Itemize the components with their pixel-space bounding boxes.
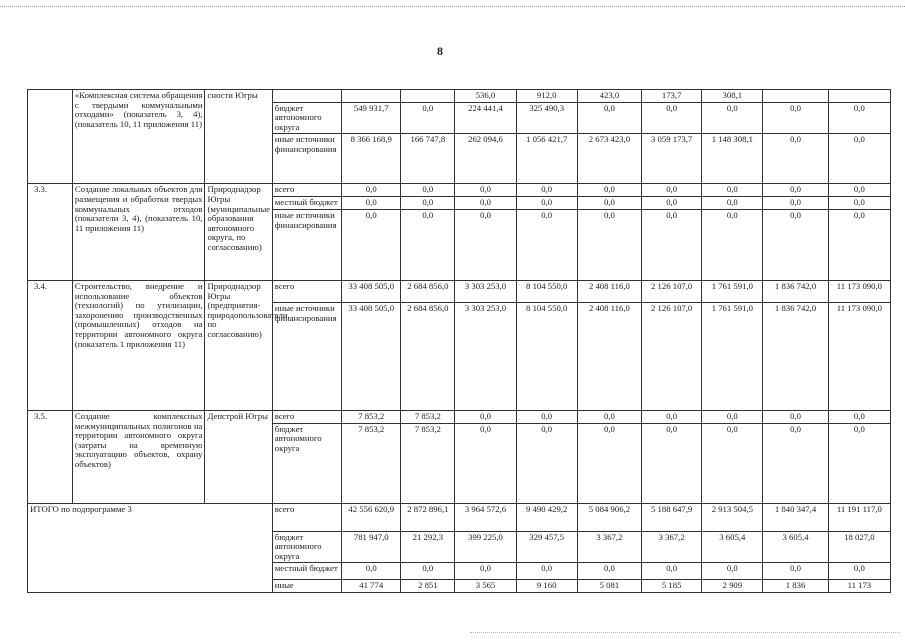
value-cell: 0,0 [342,563,401,580]
value-cell: 549 931,7 [342,102,401,134]
value-cell: 1 761 591,0 [702,302,763,410]
funding-source: иные источники финансирования [272,302,341,410]
value-cell: 2 408 116,0 [577,302,641,410]
value-cell [763,90,828,103]
value-cell: 1 836 742,0 [763,302,828,410]
value-cell: 2 673 423,0 [577,134,641,184]
value-cell: 33 408 505,0 [342,302,401,410]
row-number: 3.3. [28,184,73,281]
value-cell: 0,0 [342,209,401,280]
subprogram-funding-table [27,89,891,593]
value-cell: 1 836 [763,580,828,593]
value-cell: 781 947,0 [342,531,401,563]
funding-source: иные источники финансирования [272,134,341,184]
value-cell: 0,0 [516,563,577,580]
value-cell: 33 408 505,0 [342,280,401,302]
value-cell: 1 761 591,0 [702,280,763,302]
value-cell: 8 104 550,0 [516,302,577,410]
value-cell: 5 188 647,9 [642,503,702,531]
value-cell: 1 056 421,7 [516,134,577,184]
value-cell: 0,0 [401,563,455,580]
row-number: 3.4. [28,280,73,410]
funding-source: всего [272,280,341,302]
value-cell: 0,0 [577,196,641,209]
page-number: 8 [437,44,443,58]
value-cell: 3 605,4 [702,531,763,563]
value-cell: 0,0 [342,196,401,209]
value-cell: 3 303 253,0 [455,302,516,410]
value-cell: 0,0 [577,423,641,503]
row-number: 3.5. [28,410,73,503]
value-cell: 0,0 [828,102,890,134]
value-cell: 0,0 [342,184,401,197]
value-cell: 0,0 [828,196,890,209]
funding-source: бюджет автономного округа [272,423,341,503]
funding-source: бюджет автономного округа [272,102,341,134]
value-cell: 0,0 [828,423,890,503]
funding-source: бюджет автономного округа [272,531,341,563]
value-cell: 0,0 [642,102,702,134]
value-cell: 0,0 [516,423,577,503]
value-cell: 0,0 [763,410,828,423]
value-cell: 2 684 856,0 [401,280,455,302]
value-cell: 325 490,3 [516,102,577,134]
value-cell: 0,0 [763,184,828,197]
value-cell: 0,0 [828,563,890,580]
value-cell: 0,0 [828,134,890,184]
value-cell: 3 964 572,6 [455,503,516,531]
value-cell: 262 094,6 [455,134,516,184]
value-cell: 42 556 620,9 [342,503,401,531]
value-cell: 166 747,8 [401,134,455,184]
value-cell: 0,0 [577,410,641,423]
value-cell: 0,0 [401,196,455,209]
value-cell: 2 126 107,0 [642,280,702,302]
value-cell: 1 836 742,0 [763,280,828,302]
value-cell: 7 853,2 [342,410,401,423]
value-cell: 308,1 [702,90,763,103]
value-cell: 0,0 [516,410,577,423]
value-cell: 3 605,4 [763,531,828,563]
value-cell: 0,0 [455,209,516,280]
value-cell: 11 173 090,0 [828,302,890,410]
value-cell: 0,0 [455,423,516,503]
value-cell [342,90,401,103]
value-cell: 3 367,2 [577,531,641,563]
executor: Природнадзор Югры (муниципальные образования автономного округа, по согласованию) [205,184,272,281]
row-number [28,90,73,184]
value-cell: 0,0 [455,184,516,197]
value-cell: 224 441,4 [455,102,516,134]
value-cell: 0,0 [577,102,641,134]
value-cell: 0,0 [642,196,702,209]
executor: сности Югры [205,90,272,184]
measure-name: Строительство, внедрение и использование объектов (технологий) по утилизации, захоронению производственных (промышленных) отходов на территории автономного округа (показатель 1 приложения 11) [72,280,205,410]
value-cell: 3 367,2 [642,531,702,563]
funding-source: всего [272,184,341,197]
value-cell: 0,0 [828,184,890,197]
value-cell: 2 913 504,5 [702,503,763,531]
executor: Депстрой Югры [205,410,272,503]
funding-source: всего [272,503,341,531]
value-cell [401,90,455,103]
value-cell: 0,0 [763,102,828,134]
value-cell: 9 490 429,2 [516,503,577,531]
value-cell: 0,0 [401,102,455,134]
value-cell: 0,0 [642,209,702,280]
value-cell: 0,0 [577,209,641,280]
measure-name: Создание локальных объектов для размещения и обработки твердых коммунальных отходов (показатели 3, 4), (показатель 10, 11 приложения 11) [72,184,205,281]
measure-name: «Комплексная система обращения с твердыми коммунальными отходами» (показатель 3, 4), (показатель 10, 11 приложения 11) [72,90,205,184]
value-cell: 9 160 [516,580,577,593]
value-cell: 0,0 [763,134,828,184]
value-cell: 0,0 [516,209,577,280]
value-cell: 0,0 [702,209,763,280]
value-cell: 5 185 [642,580,702,593]
value-cell: 0,0 [763,209,828,280]
value-cell: 0,0 [642,410,702,423]
value-cell: 0,0 [455,563,516,580]
value-cell: 2 851 [401,580,455,593]
value-cell: 0,0 [702,184,763,197]
value-cell: 0,0 [577,563,641,580]
funding-source: иные [272,580,341,593]
value-cell: 0,0 [702,423,763,503]
funding-source: всего [272,410,341,423]
value-cell: 0,0 [401,209,455,280]
value-cell: 1 148 308,1 [702,134,763,184]
value-cell: 5 081 [577,580,641,593]
value-cell: 21 292,3 [401,531,455,563]
source-cell [272,90,341,103]
value-cell: 0,0 [763,563,828,580]
value-cell: 11 191 117,0 [828,503,890,531]
value-cell: 423,0 [577,90,641,103]
value-cell: 912,0 [516,90,577,103]
value-cell: 1 840 347,4 [763,503,828,531]
value-cell: 2 684 856,0 [401,302,455,410]
value-cell: 11 173 090,0 [828,280,890,302]
value-cell: 2 909 [702,580,763,593]
value-cell: 5 084 906,2 [577,503,641,531]
value-cell: 2 126 107,0 [642,302,702,410]
funding-source: местный бюджет [272,196,341,209]
value-cell: 8 366 168,9 [342,134,401,184]
value-cell: 329 457,5 [516,531,577,563]
value-cell [828,90,890,103]
value-cell: 8 104 550,0 [516,280,577,302]
value-cell: 0,0 [702,410,763,423]
value-cell: 0,0 [455,410,516,423]
funding-source: местный бюджет [272,563,341,580]
value-cell: 0,0 [516,196,577,209]
value-cell: 0,0 [763,196,828,209]
total-label: ИТОГО по подпрограмме 3 [28,503,273,592]
value-cell: 0,0 [642,563,702,580]
value-cell: 0,0 [763,423,828,503]
value-cell: 0,0 [828,410,890,423]
value-cell: 536,0 [455,90,516,103]
value-cell: 0,0 [516,184,577,197]
value-cell: 7 853,2 [401,423,455,503]
executor: Природнадзор Югры (предприятия-природопользователи, по согласованию) [205,280,272,410]
value-cell: 41 774 [342,580,401,593]
value-cell: 399 225,0 [455,531,516,563]
value-cell: 0,0 [702,563,763,580]
value-cell: 3 303 253,0 [455,280,516,302]
value-cell: 0,0 [828,209,890,280]
value-cell: 0,0 [642,184,702,197]
value-cell: 2 408 116,0 [577,280,641,302]
value-cell: 18 027,0 [828,531,890,563]
value-cell: 0,0 [702,196,763,209]
value-cell: 0,0 [401,184,455,197]
funding-source: иные источники финансирования [272,209,341,280]
value-cell: 173,7 [642,90,702,103]
value-cell: 2 872 896,1 [401,503,455,531]
value-cell: 11 173 [828,580,890,593]
value-cell: 0,0 [577,184,641,197]
measure-name: Создание комплексных межмуниципальных полигонов на территории автономного округа (затраты на временную эксплуатацию объектов, охрану объектов) [72,410,205,503]
value-cell: 0,0 [455,196,516,209]
value-cell: 7 853,2 [342,423,401,503]
value-cell: 0,0 [642,423,702,503]
value-cell: 3 565 [455,580,516,593]
value-cell: 7 853,2 [401,410,455,423]
scan-top-edge [0,6,905,7]
scan-bottom-edge [470,632,900,633]
value-cell: 3 059 173,7 [642,134,702,184]
value-cell: 0,0 [702,102,763,134]
